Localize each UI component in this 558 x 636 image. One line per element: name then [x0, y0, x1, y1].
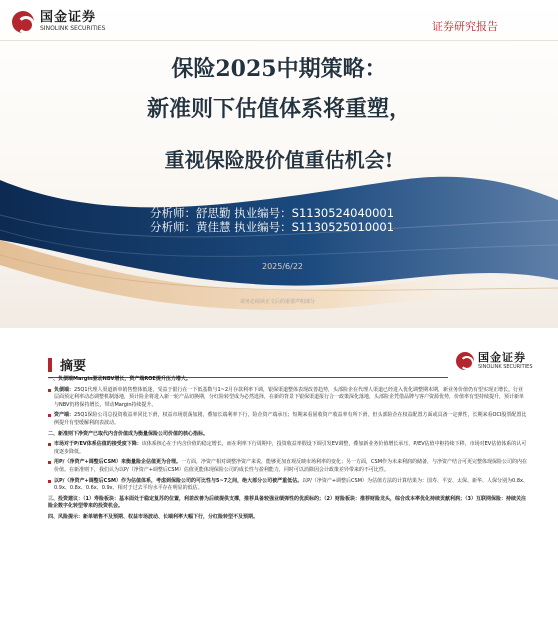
brand-logo-small: [456, 352, 533, 370]
item-text: 以P/（净资产+调整后CSM）为估值方法的计算结果为：国寿、平安、太保、新华、人保分别为0.8x、0.9x、0.8x、0.6x、0.9x，相对于过去平均水平存在明显的低估。: [54, 477, 528, 492]
section-2-item-valuation: [48, 478, 528, 493]
abstract-title: 摘要: [60, 359, 87, 374]
title-line-3: 重视保险股价值重估机会!: [164, 148, 394, 172]
brand-name-cn: 国金证券: [40, 10, 97, 25]
section-1-heading: 一、负债端Margin驱动NBV增长，资产端ROE提升压力增大。: [48, 376, 191, 382]
item-lead: 以P/（净资产+调整后CSM）作为估值体系，考虑到保险公司的可比性与5~7之间，绝大部分公司被严重低估。: [54, 477, 303, 484]
section-2-item-csm: [48, 459, 528, 474]
section-2-heading: 二、新准则下净资产已取代内含价值成为衡量保险公司价值的核心指标。: [48, 430, 209, 437]
section-2-item-pev: [48, 441, 528, 456]
item-lead: 用P/（净资产+调整后CSM）来衡量险企估值更为合理。: [54, 459, 182, 466]
section-1-item-liability: [48, 387, 528, 410]
item-lead: 市场对于P/EV体系估值的接受度下降：: [54, 441, 142, 448]
item-text: 25Q1保险公司总投资收益率同比下滑，权益市场震荡加剧，叠加长端利率下行，险企资产端承压；短期来看固收资产收益率有所下滑，但头部险企在权益配置方面或具备一定弹性，长期来看OCI股票配置比例提升有望缓解利润表波动。: [54, 412, 527, 426]
item-text: 一方面，净资产相对调整净资产来说，能够更加直观反映市场利率的变化；另一方面，CSM作为未来利润的储备，与净资产结合可更完整体现保险公司的内在价值。在新准则下，我们认为以P/（净资产+调整后CSM）估值更能体现保险公司的成长性与盈利能力，同时可以消除因会计政策差异带来的不可比性。: [54, 459, 528, 473]
sinolink-logo-icon: [456, 352, 474, 370]
section-4-risk: 四、风险提示：新单销售不及预期、权益市场波动、长端利率大幅下行，分红险转型不及预期。: [48, 513, 259, 520]
brand-name-cn: 国金证券: [478, 351, 526, 364]
report-date: 2025/6/22: [262, 262, 304, 271]
analyst-1: 分析师：舒思勤 执业编号：S1130524040001: [150, 206, 395, 220]
sinolink-logo-icon: [12, 11, 34, 33]
item-text: 该体系核心在于内含价值的稳定增长，而在利率下行周期中，投资收益率假设下调引发EV调整，叠加新业务价值增长承压，P/EV估值中枢持续下移，市场对EV估值体系的认可度逐步降低。: [54, 441, 527, 455]
item-lead: 负债端：: [54, 386, 75, 393]
brand-logo: [12, 10, 105, 33]
title-line-1: 保险2025中期策略：: [171, 56, 387, 82]
analyst-2: 分析师：黄佳慧 执业编号：S1130525010001: [150, 220, 395, 234]
abstract-body: [48, 376, 528, 525]
cover-disclaimer: 请务必阅读正文后的重要声明部分: [240, 299, 316, 305]
item-lead: 资产端：: [54, 412, 75, 419]
brand-name-en: SINOLINK SECURITIES: [40, 25, 106, 32]
report-type-label: 证券研究报告: [432, 20, 498, 33]
section-3-investment: 三、投资建议：（1）寿险板块：基本面处于稳定复苏的位置，利差改善为后续提供支撑，推荐具备较强业绩弹性的优质标的；（2）财险板块：推荐财险龙头，综合成本率优化持续贡献利润；（3）互联网保险：持续关注险企数字化转型带来的投资机会。: [48, 495, 526, 510]
section-1-item-asset: [48, 412, 528, 427]
brand-name-en: SINOLINK SECURITIES: [478, 364, 533, 370]
item-text: 25Q1代理人渠道新单销售整体低迷，受益于银行在一下低基数与1~2月存款利率下调，银保渠道整体表现改善趋势，头部险企在代理人渠道已经进入优化调整期末期，新业务价值仍有望实现正增长。行业层面预定利率动态调整机制落地，预计险企将进入新一轮产品切换期，分红险转型成为必然选择，在新的背景下银保渠道报行合一政策深化落地，头部险企凭借品牌与客户资源优势，价值率有望持续提升，预计新单与NBV仍将保持增长，带动Margin持续提升。: [54, 386, 525, 408]
header-divider: [0, 40, 558, 41]
heading-accent-bar: [48, 358, 52, 372]
title-line-2: 新准则下估值体系将重塑，: [146, 96, 411, 122]
